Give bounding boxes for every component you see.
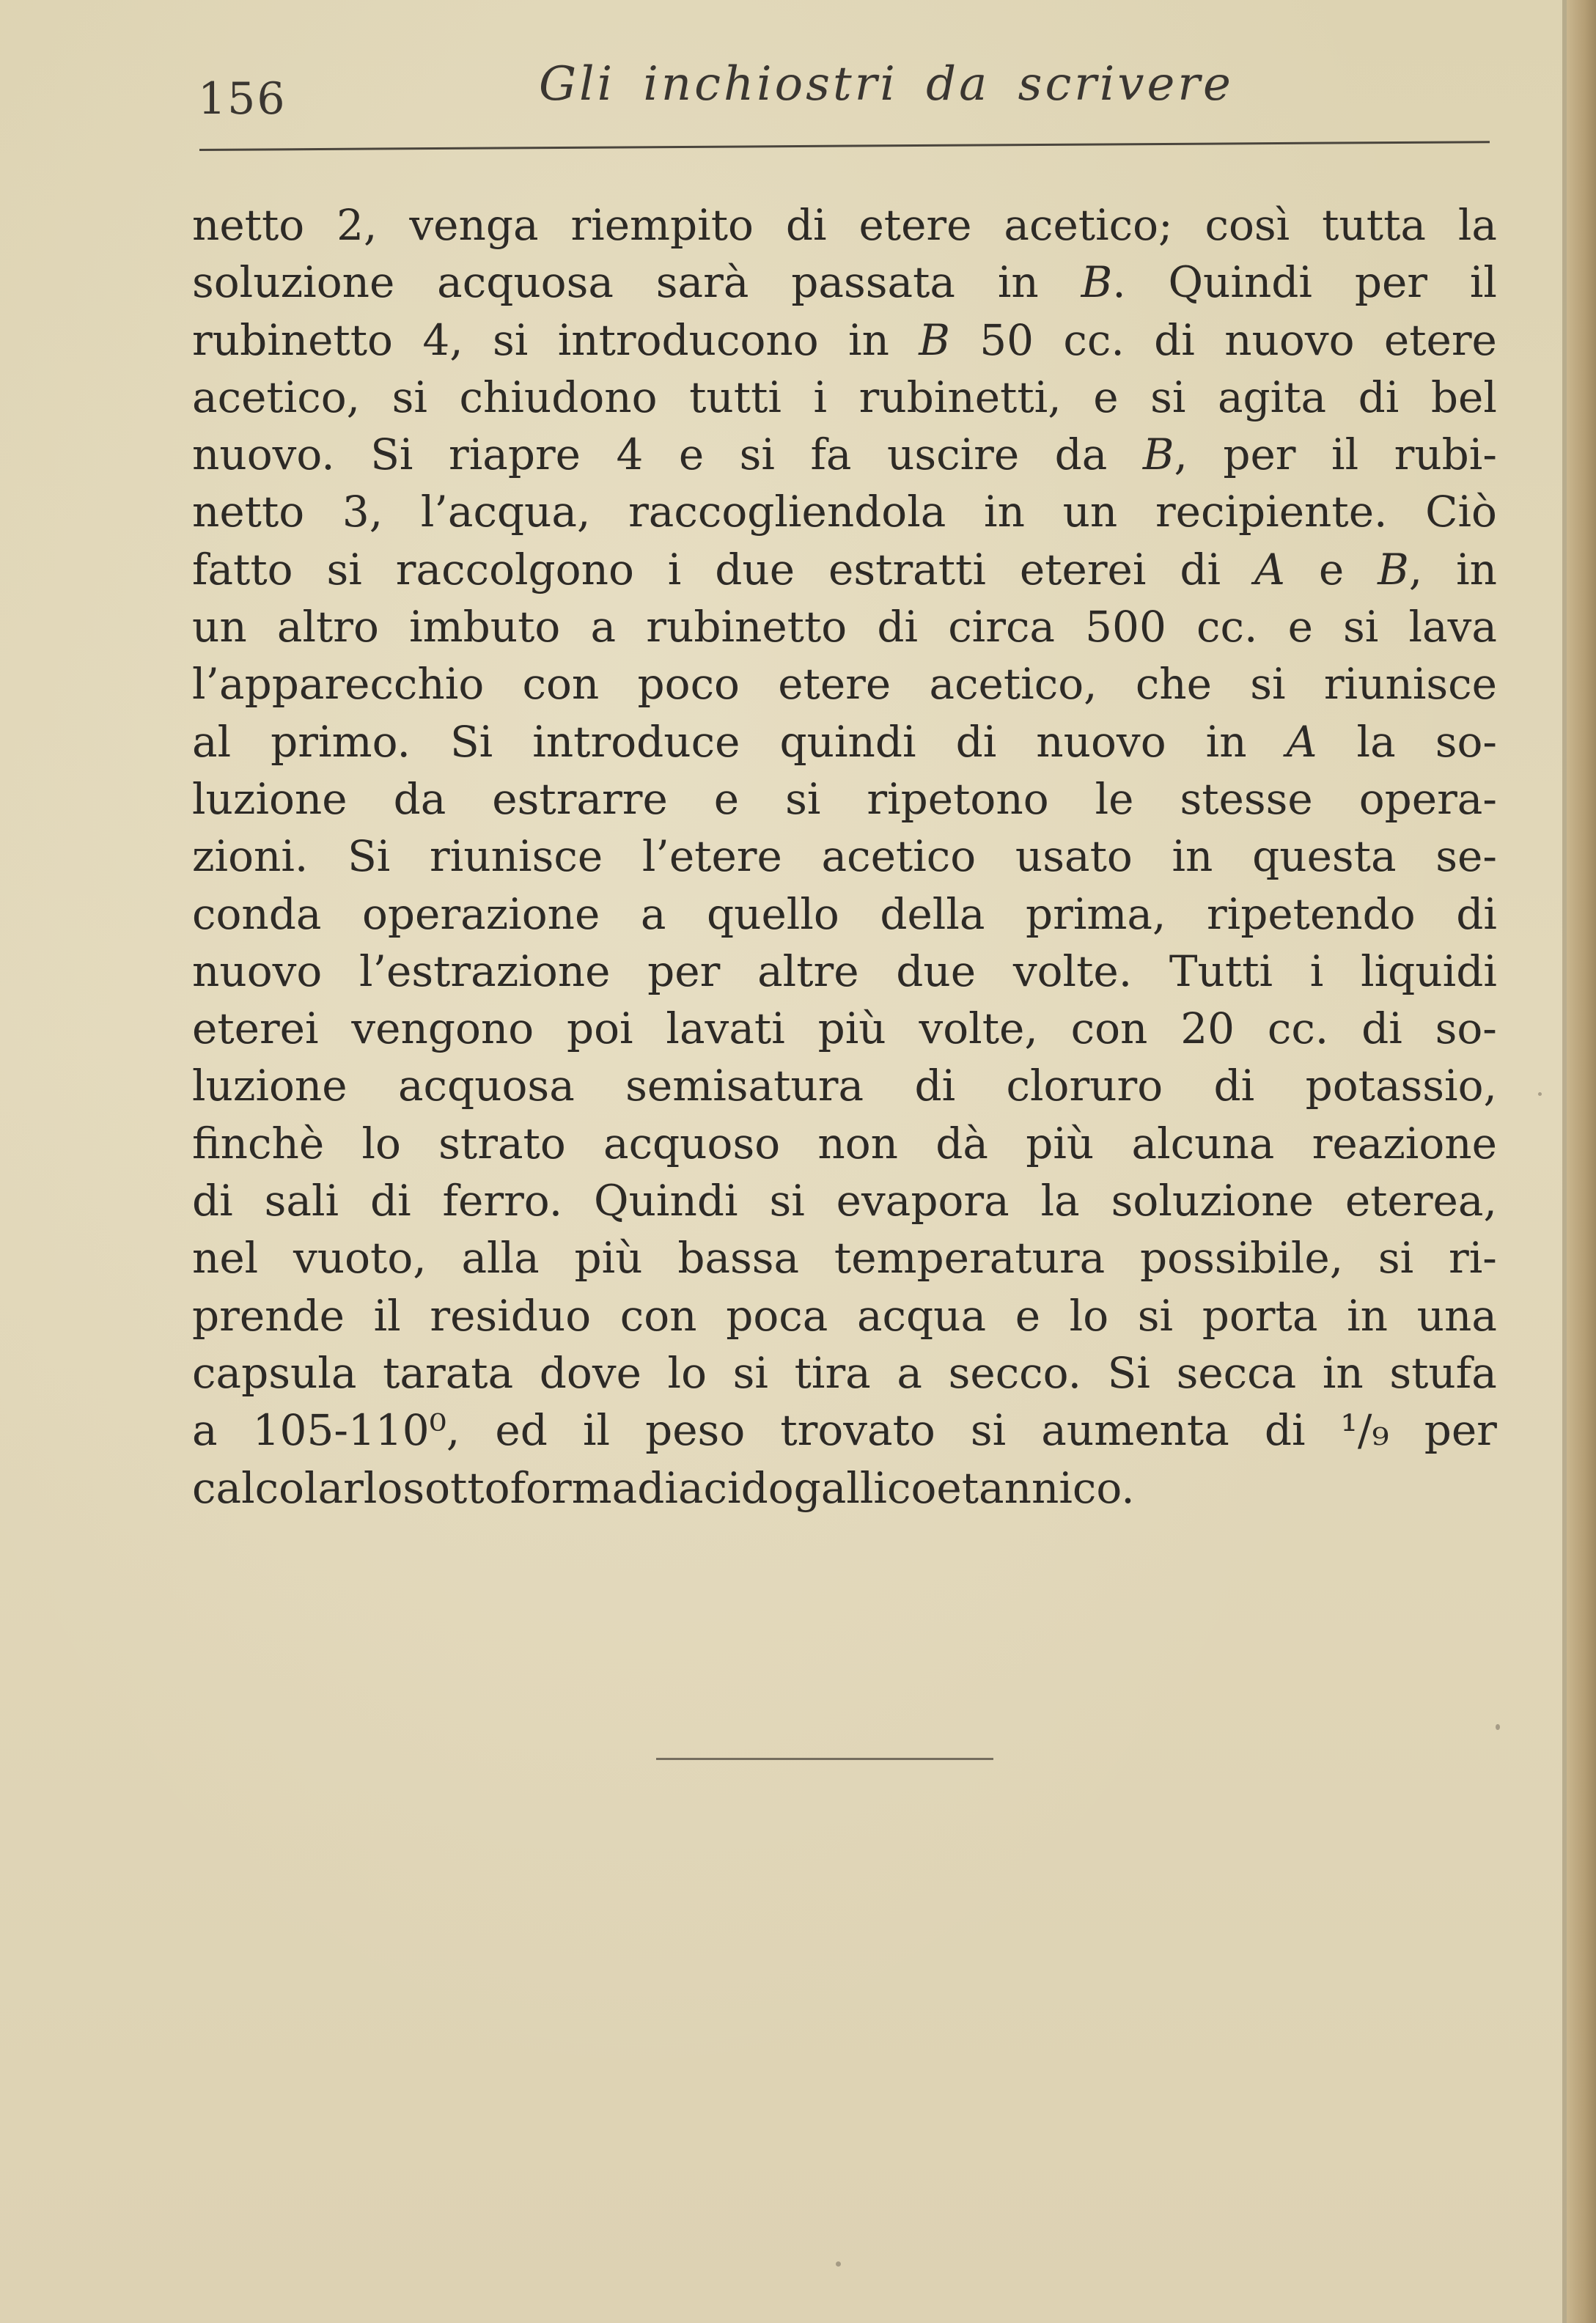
word: e	[678, 430, 705, 480]
text-line	[192, 369, 1497, 426]
word: i	[1309, 946, 1324, 996]
text-line	[192, 426, 1497, 483]
word: lava	[1408, 602, 1497, 652]
word: acquosa	[437, 257, 614, 308]
word: Ciò	[1425, 487, 1497, 537]
word: secca	[1176, 1347, 1297, 1398]
word: si	[1343, 602, 1379, 652]
word: porta	[1202, 1290, 1318, 1341]
word: i	[813, 372, 828, 422]
word: sotto	[402, 1462, 510, 1513]
word: il	[1469, 257, 1497, 308]
word: introducono	[557, 314, 819, 365]
word: chiudono	[459, 372, 658, 422]
word: quello	[707, 888, 839, 939]
word: nuovo.	[192, 430, 335, 480]
word: Si	[370, 430, 413, 480]
word: più	[817, 1004, 886, 1054]
word: usato	[1015, 831, 1133, 882]
word: in	[984, 487, 1025, 537]
word: reazione	[1312, 1118, 1497, 1168]
paper-speck	[1538, 1092, 1542, 1096]
word: di	[369, 1176, 411, 1226]
word: i	[667, 544, 682, 594]
word: si	[1150, 372, 1186, 422]
word: acetico,	[192, 372, 361, 422]
word: stesse	[1180, 773, 1313, 824]
word: recipiente.	[1155, 487, 1388, 537]
word: una	[1416, 1290, 1497, 1341]
word: lo	[361, 1118, 401, 1168]
word: 4	[616, 430, 644, 480]
word: l’acqua,	[420, 487, 591, 537]
word: in	[1172, 831, 1213, 882]
word: di	[1213, 1061, 1255, 1111]
word: se-	[1435, 831, 1497, 882]
word: poi	[566, 1004, 633, 1054]
word: strato	[438, 1118, 566, 1168]
word: ¹/₉	[1340, 1405, 1389, 1456]
word: secco.	[948, 1347, 1082, 1398]
word: alla	[461, 1233, 540, 1284]
word: rubinetti,	[858, 372, 1062, 422]
word: la	[1457, 200, 1497, 250]
word: evapora	[836, 1176, 1010, 1226]
word: ripetendo	[1206, 888, 1416, 939]
word: operazione	[361, 888, 600, 939]
running-title: Gli inchiostri da scrivere	[539, 57, 1234, 111]
word: dove	[539, 1347, 641, 1398]
word: fa	[810, 430, 852, 480]
word: questa	[1252, 831, 1397, 882]
word: di	[785, 200, 827, 250]
word: l’estrazione	[359, 946, 611, 996]
header-rule	[199, 141, 1490, 151]
text-line	[192, 770, 1497, 828]
word: si	[391, 372, 427, 422]
word: si	[732, 1347, 768, 1398]
word: dà	[935, 1118, 988, 1168]
word: in	[1347, 1290, 1388, 1341]
word: a	[192, 1405, 218, 1456]
word: trovato	[780, 1405, 935, 1456]
word: le	[1095, 773, 1134, 824]
word: acquoso	[603, 1118, 781, 1168]
word: in	[1456, 544, 1497, 594]
word: un	[192, 602, 247, 652]
word: si	[1250, 659, 1286, 710]
word: agita	[1217, 372, 1327, 422]
word: a	[590, 602, 617, 652]
word: possibile,	[1140, 1233, 1344, 1284]
italic-letter: B	[1081, 257, 1113, 308]
word: riunisce	[430, 831, 603, 882]
word: 4,	[422, 314, 463, 365]
word: di	[1358, 372, 1400, 422]
word: l’apparecchio	[192, 659, 485, 710]
word: si	[970, 1405, 1007, 1456]
word: per	[1424, 1405, 1497, 1456]
text-line	[192, 1057, 1497, 1114]
word: etere	[778, 659, 891, 710]
word: di	[1154, 314, 1195, 365]
word: acido	[677, 1462, 794, 1513]
word: non	[817, 1118, 899, 1168]
word	[1287, 713, 1317, 770]
word: vuoto,	[293, 1233, 427, 1284]
word: fatto	[192, 544, 293, 594]
word: rubinetto	[646, 602, 847, 652]
section-end-rule	[656, 1758, 993, 1760]
text-line	[192, 1459, 1497, 1517]
word: etere	[858, 200, 972, 250]
word: riempito	[570, 200, 754, 250]
word: cc.	[1196, 602, 1258, 652]
text-line	[192, 541, 1497, 598]
word: 3,	[342, 487, 383, 537]
text-line	[192, 828, 1497, 885]
word: Tutti	[1169, 946, 1273, 996]
word: ri-	[1449, 1233, 1497, 1284]
word: acetico	[821, 831, 977, 882]
word: cc.	[1267, 1004, 1329, 1054]
word: lo	[1069, 1290, 1109, 1341]
word: di	[637, 1462, 678, 1513]
word: potassio,	[1305, 1061, 1497, 1111]
word: più	[574, 1233, 643, 1284]
word: sali	[264, 1176, 339, 1226]
text-line	[192, 1287, 1497, 1344]
word: acqua	[856, 1290, 987, 1341]
word: uscire	[886, 430, 1020, 480]
word: temperatura	[834, 1233, 1106, 1284]
word: della	[880, 888, 985, 939]
word: acetico,	[929, 659, 1097, 710]
word: lo	[667, 1347, 707, 1398]
word: due	[715, 544, 795, 594]
word: Quindi	[1168, 257, 1312, 308]
word: B,	[1142, 430, 1188, 480]
word: che	[1135, 659, 1212, 710]
word: Si	[449, 716, 493, 767]
word: di	[1264, 1405, 1306, 1456]
word: nuovo	[1224, 314, 1355, 365]
word	[919, 312, 950, 369]
text-line	[192, 1172, 1497, 1229]
word: calcolarlo	[192, 1462, 403, 1513]
word: so-	[1435, 1004, 1497, 1054]
word: prima,	[1026, 888, 1166, 939]
word: bassa	[677, 1233, 800, 1284]
text-line	[192, 196, 1497, 254]
word: acquosa	[397, 1061, 575, 1111]
word: per	[1354, 257, 1428, 308]
word: raccolgono	[395, 544, 634, 594]
word: eterei	[1019, 544, 1147, 594]
text-line	[192, 1115, 1497, 1172]
word: in	[997, 257, 1039, 308]
word: di	[192, 1176, 233, 1226]
text-line	[192, 1229, 1497, 1286]
word: venga	[409, 200, 539, 250]
word: semisatura	[625, 1061, 864, 1111]
word: si	[326, 544, 362, 594]
word: da	[393, 773, 446, 824]
word: tutti	[689, 372, 782, 422]
word: con	[1070, 1004, 1148, 1054]
word: 20	[1180, 1004, 1235, 1054]
word: liquidi	[1361, 946, 1497, 996]
word: Si	[1107, 1347, 1150, 1398]
italic-letter: A	[1254, 544, 1285, 594]
word: stufa	[1389, 1347, 1497, 1398]
word: e	[1093, 372, 1119, 422]
text-line	[192, 312, 1497, 369]
word: tannico.	[961, 1462, 1135, 1513]
word: poca	[726, 1290, 828, 1341]
word: ferro.	[442, 1176, 563, 1226]
word: la	[1040, 1176, 1080, 1226]
word: poco	[637, 659, 740, 710]
word: si	[1137, 1290, 1174, 1341]
word: e	[1015, 1290, 1041, 1341]
word: due	[896, 946, 977, 996]
paper-speck	[1496, 1724, 1500, 1730]
word: netto	[192, 487, 305, 537]
word: soluzione	[1111, 1176, 1314, 1226]
word: di	[1361, 1004, 1402, 1054]
word: soluzione	[192, 257, 395, 308]
word: estratti	[828, 544, 986, 594]
word: cloruro	[1006, 1061, 1163, 1111]
word: imbuto	[409, 602, 561, 652]
page-number: 156	[198, 73, 287, 125]
text-line	[192, 943, 1497, 1000]
text-line	[192, 254, 1497, 311]
word: da	[1054, 430, 1108, 480]
word: B,	[1378, 544, 1423, 594]
word: Si	[347, 831, 391, 882]
word	[1254, 541, 1285, 598]
word: estrarre	[492, 773, 668, 824]
word: si	[769, 1176, 805, 1226]
word: di	[1180, 544, 1221, 594]
word: capsula	[192, 1347, 357, 1398]
body-text	[192, 196, 1497, 1517]
word: a	[640, 888, 666, 939]
word: per	[647, 946, 721, 996]
word: 50	[979, 314, 1034, 365]
word: opera-	[1358, 773, 1497, 824]
word: più	[1026, 1118, 1095, 1168]
word: di	[914, 1061, 956, 1111]
word: in	[848, 314, 889, 365]
word: residuo	[430, 1290, 592, 1341]
word: eterea,	[1345, 1176, 1497, 1226]
text-line	[192, 598, 1497, 655]
text-line	[192, 1344, 1497, 1402]
word: di	[877, 602, 919, 652]
word: eterei	[192, 1004, 319, 1054]
word: quindi	[779, 716, 916, 767]
word: e	[936, 1462, 962, 1513]
word: passata	[791, 257, 955, 308]
text-line	[192, 483, 1497, 540]
word: e	[713, 773, 740, 824]
word: tutta	[1322, 200, 1426, 250]
word: luzione	[192, 773, 347, 824]
word: di	[955, 716, 997, 767]
word: e	[1287, 602, 1313, 652]
word: etere	[1383, 314, 1497, 365]
word: Quindi	[594, 1176, 738, 1226]
word: raccogliendola	[628, 487, 946, 537]
word: rubinetto	[192, 314, 393, 365]
word: bel	[1430, 372, 1497, 422]
word: tira	[794, 1347, 871, 1398]
text-line	[192, 713, 1497, 770]
word: introduce	[532, 716, 740, 767]
word: nel	[192, 1233, 259, 1284]
word: B.	[1081, 257, 1126, 308]
text-line	[192, 886, 1497, 943]
word: circa	[948, 602, 1056, 652]
word: lavati	[666, 1004, 785, 1054]
word: l’etere	[641, 831, 782, 882]
text-line	[192, 1402, 1497, 1459]
word: zioni.	[192, 831, 309, 882]
word: sarà	[655, 257, 749, 308]
word: e	[1318, 544, 1345, 594]
word: riapre	[448, 430, 581, 480]
word: gallico	[793, 1462, 937, 1513]
word: il	[1331, 430, 1359, 480]
word: riunisce	[1323, 659, 1497, 710]
word: volte.	[1012, 946, 1133, 996]
word: si	[739, 430, 775, 480]
word: prende	[192, 1290, 345, 1341]
word: netto	[192, 200, 305, 250]
text-line	[192, 655, 1497, 713]
italic-letter: B	[919, 314, 950, 365]
word: peso	[645, 1405, 746, 1456]
word: si	[493, 314, 529, 365]
word: nuovo	[1036, 716, 1166, 767]
word: luzione	[192, 1061, 347, 1111]
italic-letter: A	[1286, 716, 1317, 767]
word: ripetono	[867, 773, 1049, 824]
word: finchè	[192, 1118, 325, 1168]
word: così	[1205, 200, 1290, 250]
word: alcuna	[1131, 1118, 1275, 1168]
word: rubi-	[1394, 430, 1497, 480]
word: la	[1356, 716, 1396, 767]
word: il	[373, 1290, 401, 1341]
word: conda	[192, 888, 322, 939]
word: nuovo	[192, 946, 323, 996]
word: di	[1456, 888, 1497, 939]
word: cc.	[1063, 314, 1125, 365]
word: vengono	[351, 1004, 534, 1054]
word: al	[192, 716, 232, 767]
word: in	[1205, 716, 1247, 767]
word: primo.	[271, 716, 411, 767]
word: 2,	[337, 200, 378, 250]
word: con	[522, 659, 600, 710]
word: a	[897, 1347, 922, 1398]
italic-letter: B	[1378, 544, 1409, 594]
paper-speck	[836, 2261, 841, 2267]
word: 500	[1085, 602, 1166, 652]
italic-letter: B	[1142, 430, 1174, 480]
word: altre	[757, 946, 859, 996]
word: con	[619, 1290, 697, 1341]
word: volte,	[919, 1004, 1038, 1054]
word: si	[785, 773, 821, 824]
word: acetico;	[1004, 200, 1173, 250]
text-line	[192, 1000, 1497, 1057]
word: si	[1378, 1233, 1414, 1284]
word: forma	[510, 1462, 638, 1513]
word: il	[582, 1405, 611, 1456]
word: 105-110⁰,	[252, 1405, 460, 1456]
word: un	[1062, 487, 1118, 537]
word: in	[1322, 1347, 1364, 1398]
word: altro	[276, 602, 379, 652]
word: tarata	[383, 1347, 514, 1398]
word: aumenta	[1041, 1405, 1229, 1456]
word: per	[1223, 430, 1296, 480]
word: ed	[495, 1405, 548, 1456]
page-edge	[1567, 0, 1596, 2323]
word: so-	[1435, 716, 1497, 767]
